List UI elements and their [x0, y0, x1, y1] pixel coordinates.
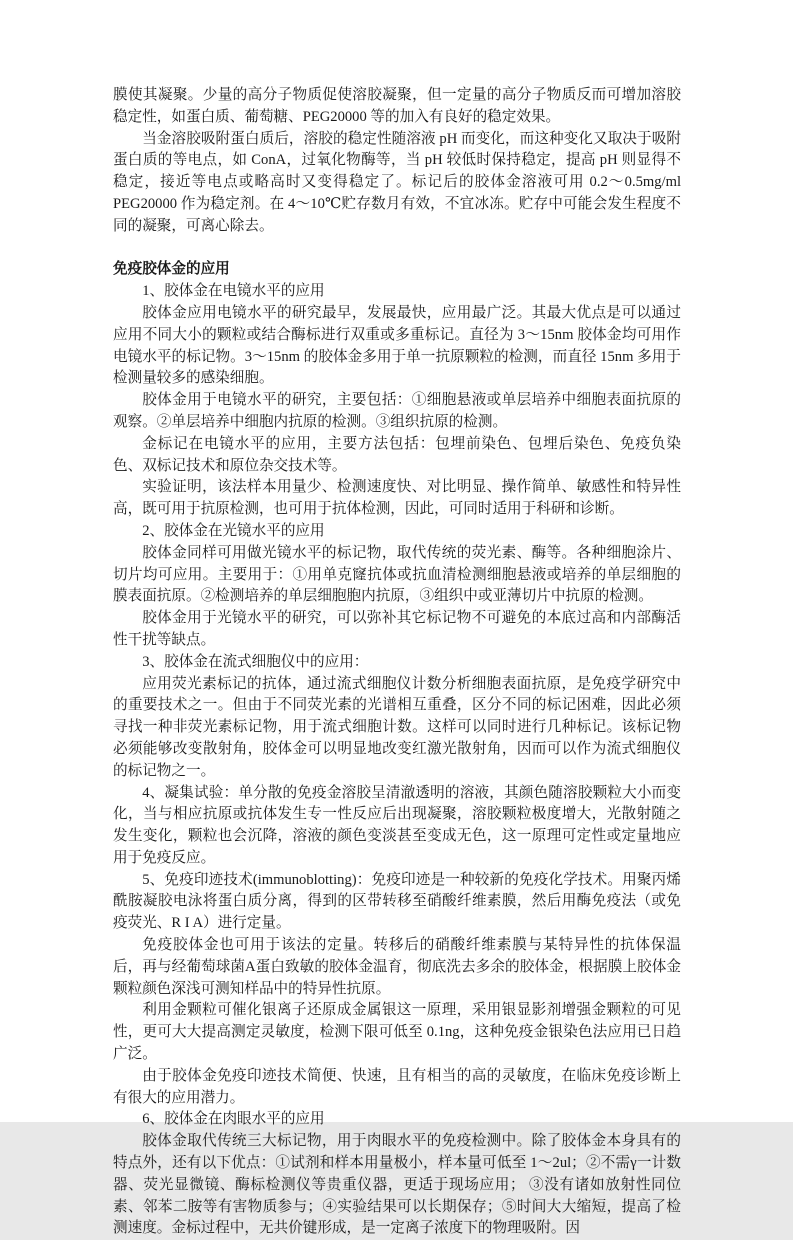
- paragraph: 金标记在电镜水平的应用，主要方法包括：包埋前染色、包埋后染色、免疫负染色、双标记技术和原位杂交技术等。: [113, 435, 681, 474]
- subsection-heading: 6、胶体金在肉眼水平的应用: [142, 1111, 325, 1128]
- paragraph: 胶体金应用电镜水平的研究最早，发展最快，应用最广泛。其最大优点是可以通过应用不同大小的颗粒或结合酶标进行双重或多重标记。直径为 3～15nm 胶体金均可用作电镜水平的标记物。3～15nm 的胶体金多用于单一抗原颗粒的检测，而直径 15nm 多用于检测量较多的感染细胞。: [113, 304, 681, 387]
- paragraph: 胶体金同样可用做光镜水平的标记物，取代传统的荧光素、酶等。各种细胞涂片、切片均可应用。主要用于：①用单克窿抗体或抗血清检测细胞悬液或培养的单层细胞的膜表面抗原。②检测培养的单层细胞胞内抗原，③组织中或亚薄切片中抗原的检测。: [113, 544, 681, 605]
- section-heading: 免疫胶体金的应用: [113, 261, 230, 278]
- paragraph: 应用荧光素标记的抗体，通过流式细胞仪计数分析细胞表面抗原，是免疫学研究中的重要技术之一。但由于不同荧光素的光谱相互重叠，区分不同的标记困难，因此必须寻找一种非荧光素标记物，用于流式细胞计数。这样可以同时进行几种标记。该标记物必须能够改变散射角，胶体金可以明显地改变红激光散射角，因而可以作为流式细胞仪的标记物之一。: [113, 675, 681, 779]
- paragraph: 膜使其凝聚。少量的高分子物质促使溶胶凝聚，但一定量的高分子物质反而可增加溶胶稳定性，如蛋白质、葡萄糖、PEG20000 等的加入有良好的稳定效果。: [113, 87, 681, 125]
- document-content: [113, 85, 681, 1240]
- paragraph: 实验证明，该法样本用量少、检测速度快、对比明显、操作简单、敏感性和特异性高，既可用于抗原检测，也可用于抗体检测，因此，可同时适用于科研和诊断。: [113, 479, 681, 518]
- paragraph: 5、免疫印迹技术(immunoblotting)：免疫印迹是一种较新的免疫化学技术。用聚丙烯酰胺凝胶电泳将蛋白质分离，得到的区带转移至硝酸纤维素膜，然后用酶免疫法（或免疫荧光、R I A）进行定量。: [113, 871, 681, 932]
- subsection-heading: 3、胶体金在流式细胞仪中的应用：: [142, 653, 369, 670]
- paragraph: 利用金颗粒可催化银离子还原成金属银这一原理，采用银显影剂增强金颗粒的可见性，更可大大提高测定灵敏度，检测下限可低至 0.1ng，这种免疫金银染色法应用已日趋广泛。: [113, 1002, 681, 1063]
- paragraph: 胶体金取代传统三大标记物，用于肉眼水平的免疫检测中。除了胶体金本身具有的特点外，还有以下优点：①试剂和样本用量极小，样本量可低至 1～2ul；②不需γ一计数器、荧光显微镜、酶标检测仪等贵重仪器，更适于现场应用； ③没有诸如放射性同位素、邻苯二胺等有害物质参与；④实验结果可以长期保存；⑤时间大大缩短，提高了检测速度。金标过程中，无共价键形成，是一定离子浓度下的物理吸附。因: [113, 1133, 681, 1237]
- paragraph: 4、凝集试验：单分散的免疫金溶胶呈清澈透明的溶液，其颜色随溶胶颗粒大小而变化，当与相应抗原或抗体发生专一性反应后出现凝聚，溶胶颗粒极度增大，光散射随之发生变化，颗粒也会沉降，溶液的颜色变淡甚至变成无色，这一原理可定性或定量地应用于免疫反应。: [113, 784, 681, 866]
- paragraph: 由于胶体金免疫印迹技术简便、快速，且有相当的高的灵敏度，在临床免疫诊断上有很大的应用潜力。: [113, 1067, 681, 1106]
- paragraph: 胶体金用于电镜水平的研究，主要包括：①细胞悬液或单层培养中细胞表面抗原的观察。②单层培养中细胞内抗原的检测。③组织抗原的检测。: [113, 392, 681, 430]
- paragraph: 胶体金用于光镜水平的研究，可以弥补其它标记物不可避免的本底过高和内部酶活性干扰等缺点。: [113, 610, 681, 648]
- subsection-heading: 1、胶体金在电镜水平的应用: [142, 283, 325, 300]
- subsection-heading: 2、胶体金在光镜水平的应用: [142, 522, 325, 539]
- paragraph: 免疫胶体金也可用于该法的定量。转移后的硝酸纤维素膜与某特异性的抗体保温后，再与经葡萄球菌A蛋白致敏的胶体金温育，彻底洗去多余的胶体金，根据膜上胶体金颗粒颜色深浅可测知样品中的特异性抗原。: [113, 937, 681, 997]
- paragraph: 当金溶胶吸附蛋白质后，溶胶的稳定性随溶液 pH 而变化，而这种变化又取决于吸附蛋白质的等电点，如 ConA，过氧化物酶等，当 pH 较低时保持稳定，提高 pH 则显得不稳定，接近等电点或略高时又变得稳定了。标记后的胶体金溶液可用 0.2～0.5mg/ml PEG20000 作为稳定剂。在 4～10℃贮存数月有效，不宜冰冻。贮存中可能会发生程度不同的凝聚，可离心除去。: [113, 130, 681, 234]
